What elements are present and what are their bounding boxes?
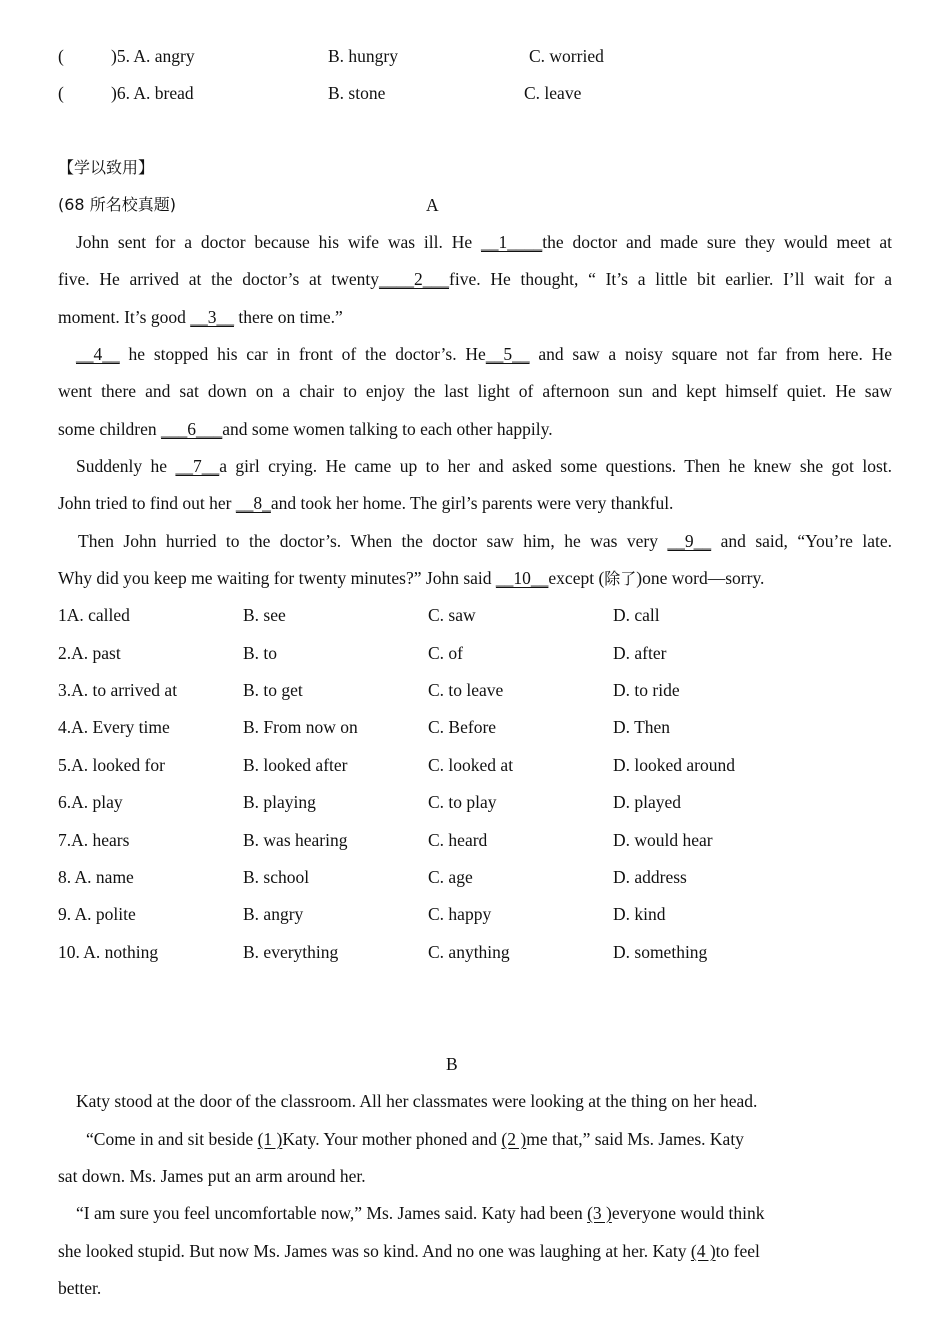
- option-c: C. Before: [428, 717, 497, 737]
- option-c: C. happy: [428, 904, 492, 924]
- option-d: D. Then: [613, 717, 671, 737]
- option-b: B. to get: [243, 680, 303, 700]
- blank-1: __1____: [481, 232, 543, 252]
- option-a: 2.A. past: [58, 643, 121, 663]
- passage-a-label: A: [426, 195, 439, 215]
- option-c: C. to leave: [428, 680, 504, 700]
- passage-a-line-6: some children ___6___and some women talking to each other happily.: [58, 419, 553, 439]
- option-a: 10. A. nothing: [58, 942, 159, 962]
- option-a: 6.A. play: [58, 792, 123, 812]
- option-a: 5.A. looked for: [58, 755, 165, 775]
- option-c: C. anything: [428, 942, 510, 962]
- blank-5: __5__: [485, 344, 530, 364]
- blank-b1: (1 ): [257, 1129, 283, 1149]
- option-c: C. to play: [428, 792, 497, 812]
- passage-b-line-5: she looked stupid. But now Ms. James was so kind. And no one was laughing at her. Katy (4 )to feel: [58, 1241, 760, 1261]
- option-d: D. to ride: [613, 680, 680, 700]
- source-label: (68 所名校真题): [58, 195, 176, 214]
- option-d: D. played: [613, 792, 682, 812]
- blank-10: __10__: [495, 568, 549, 588]
- blank-7: __7__: [175, 456, 220, 476]
- blank-b3: (3 ): [587, 1203, 612, 1223]
- blank-b2: (2 ): [501, 1129, 527, 1149]
- option-c: C. saw: [428, 605, 476, 625]
- blank-6: ___6___: [161, 419, 223, 439]
- option-b: B. to: [243, 643, 278, 663]
- blank-2: ____2___: [379, 269, 450, 289]
- passage-a-line-1: John sent for a doctor because his wife was ill. He __1____the doctor and made sure they would meet at: [76, 232, 893, 252]
- passage-a-line-3: moment. It’s good __3__ there on time.”: [58, 307, 343, 327]
- passage-a-line-7: Suddenly he __7__a girl crying. He came up to her and asked some questions. Then he knew she got lost.: [76, 456, 892, 476]
- passage-b-line-1: Katy stood at the door of the classroom. All her classmates were looking at the thing on her head.: [76, 1091, 758, 1111]
- option-d: D. after: [613, 643, 667, 663]
- option-d: D. would hear: [613, 830, 713, 850]
- option-b: B. was hearing: [243, 830, 348, 850]
- passage-b-line-2: “Come in and sit beside (1 )Katy. Your mother phoned and (2 )me that,” said Ms. James. Katy: [86, 1129, 744, 1149]
- item-5-option-b: B. hungry: [328, 46, 398, 66]
- item-5-option-c: C. worried: [529, 46, 604, 66]
- passage-b-line-6: better.: [58, 1278, 102, 1298]
- blank-b4: (4 ): [690, 1241, 716, 1261]
- option-b: B. From now on: [243, 717, 358, 737]
- item-5-option-a: )5. A. angry: [111, 46, 195, 66]
- passage-a-line-8: John tried to find out her __8_and took her home. The girl’s parents were very thankful.: [58, 493, 674, 513]
- option-a: 3.A. to arrived at: [58, 680, 178, 700]
- option-d: D. looked around: [613, 755, 735, 775]
- option-c: C. looked at: [428, 755, 514, 775]
- option-c: C. age: [428, 867, 473, 887]
- option-d: D. address: [613, 867, 687, 887]
- option-d: D. something: [613, 942, 708, 962]
- option-b: B. angry: [243, 904, 304, 924]
- item-5-paren: (: [58, 46, 64, 66]
- blank-3: __3__: [190, 307, 234, 327]
- option-a: 9. A. polite: [58, 904, 136, 924]
- option-b: B. playing: [243, 792, 316, 812]
- item-6-paren: (: [58, 83, 64, 103]
- passage-a-line-2: five. He arrived at the doctor’s at twenty____2___five. He thought, “ It’s a little bit earlier. I’ll wait for a: [58, 269, 892, 289]
- option-a: 1A. called: [58, 605, 130, 625]
- passage-b-line-4: “I am sure you feel uncomfortable now,” Ms. James said. Katy had been (3 )everyone would think: [76, 1203, 765, 1223]
- option-d: D. call: [613, 605, 660, 625]
- option-b: B. everything: [243, 942, 339, 962]
- option-b: B. see: [243, 605, 286, 625]
- option-a: 4.A. Every time: [58, 717, 170, 737]
- item-6-option-b: B. stone: [328, 83, 386, 103]
- blank-9: __9__: [667, 531, 712, 551]
- passage-b-line-3: sat down. Ms. James put an arm around her.: [58, 1166, 366, 1186]
- option-c: C. of: [428, 643, 463, 663]
- option-c: C. heard: [428, 830, 488, 850]
- item-6-option-a: )6. A. bread: [111, 83, 194, 103]
- option-b: B. school: [243, 867, 310, 887]
- option-a: 7.A. hears: [58, 830, 130, 850]
- blank-4: __4__: [76, 344, 120, 364]
- blank-8: __8_: [235, 493, 271, 513]
- passage-a-line-5: went there and sat down on a chair to enjoy the last light of afternoon sun and kept himself quiet. He saw: [58, 381, 892, 401]
- passage-a-line-4: __4__ he stopped his car in front of the doctor’s. He__5__ and saw a noisy square not far from here. He: [76, 344, 893, 364]
- section-title: 【学以致用】: [58, 158, 155, 177]
- passage-b-label: B: [446, 1054, 458, 1074]
- option-d: D. kind: [613, 904, 666, 924]
- option-b: B. looked after: [243, 755, 348, 775]
- item-6-option-c: C. leave: [524, 83, 582, 103]
- passage-a-line-9: Then John hurried to the doctor’s. When the doctor saw him, he was very __9__ and said, “You’re late.: [78, 531, 893, 551]
- option-a: 8. A. name: [58, 867, 134, 887]
- passage-a-line-10: Why did you keep me waiting for twenty minutes?” John said __10__except (除了)one word—sorry.: [58, 568, 765, 588]
